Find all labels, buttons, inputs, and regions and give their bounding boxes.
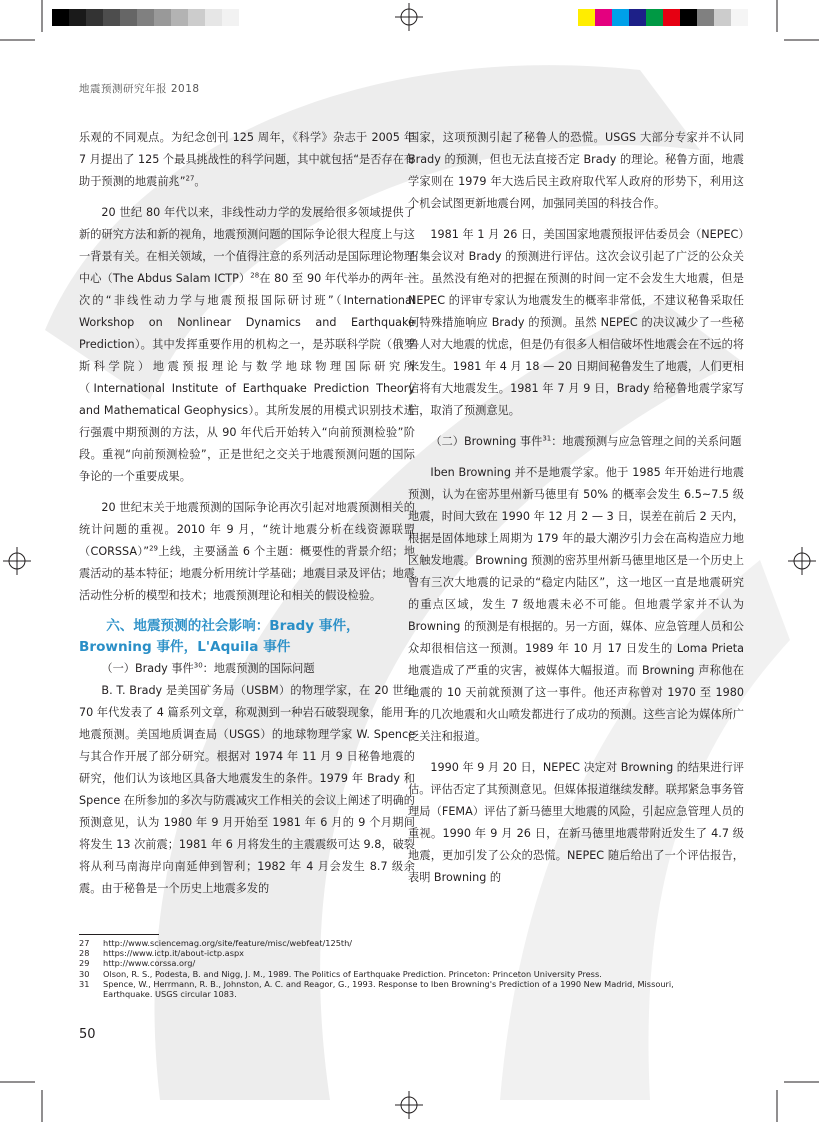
gray-calibration-strip [52,9,239,26]
paragraph: 1990 年 9 月 20 日，NEPEC 决定对 Browning 的结果进行评估。评估否定了其预测意见。但媒体报道继续发酵。联邦紧急事务管理局（FEMA）评估了新马德里大地震的风险，引起应急管理人员的重视。1990 年 9 月 26 日，在新马德里地震带附近发生了 4.7 级地震，更加引发了公众的恐慌。NEPEC 随后给出了一个评估报告，表明 Browning 的 [408,761,744,884]
paragraph: 20 世纪 80 年代以来，非线性动力学的发展给很多领域提供了新的研究方法和新的视角，地震预测问题的国际争论很大程度上与这一背景有关。在相关领域，一个值得注意的系列活动是国际理论物理中心（The Abdus Salam ICTP）$^{28}$在 80 至 90 年代举办的两年一次的“非线性动力学与地震预报国际研讨班”（International Workshop on Nonlinear Dynamics and Earthquake Prediction）。其中发挥重要作用的机构之一，是苏联科学院（俄罗斯科学院）地震预报理论与数学地球物理国际研究所（International Institute of Earthquake Prediction Theory and Mathematical Geophysics）。其所发展的用模式识别技术进行强震中期预测的方法，从 90 年代后开始转入“向前预测检验”阶段。重视“向前预测检验”，正是世纪之交关于地震预测问题的国际争论的一个重要成果。 [79,206,415,483]
running-header: 地震预测研究年报 2018 [79,83,200,95]
footnote-ref[interactable]: 28 [250,271,260,280]
footnote-link[interactable]: https://www.ictp.it/about-ictp.aspx [103,948,245,959]
subsection-heading: （二）Browning 事件$^{31}$：地震预测与应急管理之间的关系问题 [430,434,742,448]
footnote-ref[interactable]: 30 [193,661,203,670]
footnote: 31 Spence, W., Herrmann, R. B., Johnston, A. C. and Reagor, G., 1993. Response to Iben Browning's Prediction of a 1990 New Madrid, Missouri, Earthquake. USGS circular 1083. [79,978,674,1000]
color-swatch [103,9,120,26]
color-swatch [137,9,154,26]
footnote-ref[interactable]: 31 [542,434,552,443]
color-swatch [69,9,86,26]
color-swatch [86,9,103,26]
color-swatch [205,9,222,26]
paragraph: B. T. Brady 是美国矿务局（USBM）的物理学家，在 20 世纪 70 年代发表了 4 篇系列文章，称观测到一种岩石破裂现象，能用于地震预测。美国地质调查局（USGS）的地球物理学家 W. Spence 与其合作开展了部分研究。根据对 1974 年 11 月 9 日秘鲁地震的研究，他们认为该地区具备大地震发生的条件。1979 年 Brady 和 Spence 在所参加的多次与防震减灾工作相关的会议上阐述了明确的预测意见，认为 1980 年 9 月开始至 1981 年 6 月的 9 个月期间将发生 13 次前震；1981 年 6 月将发生的主震震级可达 9.8，破裂将从利马南海岸向南延伸到智利；1982 年 4 月会发生 8.7 级余震。由于秘鲁是一个历史上地震多发的 [79,684,415,895]
color-swatch [697,9,714,26]
color-swatch [578,9,595,26]
section-heading: 六、地震预测的社会影响：Brady 事件，Browning 事件，L'Aquila 事件 [79,618,360,655]
footnote-ref[interactable]: 29 [149,544,158,553]
color-swatch [222,9,239,26]
footnote: 30 Olson, R. S., Podesta, B. and Nigg, J. M., 1989. The Politics of Earthquake Prediction. Princeton: Princeton University Press. [79,968,602,979]
footnote-ref[interactable]: 27 [185,174,195,183]
paragraph: 国家，这项预测引起了秘鲁人的恐慌。USGS 大部分专家并不认同 Brady 的预测，但也无法直接否定 Brady 的理论。秘鲁方面，地震学家则在 1979 年大选后民主政府取代军人政府的形势下，利用这个机会试图更新地震台网，加强同美国的科技合作。 [408,131,744,210]
footnote-rule [79,934,159,935]
footnote: 28 https://www.ictp.it/about-ictp.aspx [79,948,721,958]
color-swatch [629,9,646,26]
footnote-link[interactable]: http://www.sciencemag.org/site/feature/misc/webfeat/125th/ [103,938,353,948]
paragraph: 1981 年 1 月 26 日，美国国家地震预报评估委员会（NEPEC）召集会议对 Brady 的预测进行评估。这次会议引起了广泛的公众关注。虽然没有绝对的把握在预测的时间一定不会发生大地震，但是 NEPEC 的评审专家认为地震发生的概率非常低，不建议秘鲁采取任何特殊措施响应 Brady 的预测。虽然 NEPEC 的决议减少了一些秘鲁人对大地震的忧虑，但是仍有很多人相信破坏性地震会在不远的将来发生。1981 年 4 月 18 — 20 日期间秘鲁发生了地震，人们更相信将有大地震发生。1981 年 7 月 9 日，Brady 给秘鲁地震学家写信，取消了预测意见。 [408,228,744,417]
color-swatch [154,9,171,26]
footnote-link[interactable]: http://www.corssa.org/ [103,958,196,969]
footnotes [79,938,721,999]
color-swatch [595,9,612,26]
paragraph: 20 世纪末关于地震预测的国际争论再次引起对地震预测相关的统计问题的重视。2010 年 9 月，“统计地震分析在线资源联盟（CORSSA）”$^{29}$上线，主要涵盖 6 个主题：概要性的背景介绍；地震活动的基本特征；地震分析用统计学基础；地震目录及评估；地震活动性分析的模型和技术；地震预测理论和相关的假设检验。 [79,501,416,602]
subsection-heading: （一）Brady 事件$^{30}$：地震预测的国际问题 [101,661,315,675]
color-swatch [714,9,731,26]
paragraph: 乐观的不同观点。为纪念创刊 125 周年，《科学》杂志于 2005 年 7 月提出了 125 个最具挑战性的科学问题，其中就包括“是否存在有助于预测的地震前兆”$^{27}$。 [79,131,415,188]
color-swatch [731,9,748,26]
color-swatch [52,9,69,26]
left-column [79,127,415,900]
color-swatch [646,9,663,26]
color-swatch [612,9,629,26]
right-column [408,127,744,889]
color-swatch [680,9,697,26]
footnote: 29 http://www.corssa.org/ [79,958,721,968]
color-swatch [171,9,188,26]
paragraph: Iben Browning 并不是地震学家。他于 1985 年开始进行地震预测，认为在密苏里州新马德里有 50% 的概率会发生 6.5~7.5 级地震，时间大致在 1990 年 12 月 2 — 3 日，误差在前后 2 天内，根据是固体地球上周期为 179 年的最大潮汐引力会在高构造应力地区触发地震。Browning 预测的密苏里州新马德里地区是一个历史上曾有三次大地震的记录的“稳定内陆区”，这一地区一直是地震研究的重点区域，发生 7 级地震未必不可能。但地震学家并不认为 Browning 的预测是有根据的。另一方面，媒体、应急管理人员和公众却很相信这一预测。1989 年 10 月 17 日发生的 Loma Prieta 地震造成了严重的灾害，被媒体大幅报道。而 Browning 声称他在地震的 10 天前就预测了这一事件。他还声称曾对 1970 至 1980 年的几次地震和火山喷发都进行了成功的预测。这些言论为媒体所广泛关注和报道。 [408,466,744,743]
page-number: 50 [79,1027,96,1042]
footnote: 27 http://www.sciencemag.org/site/feature/misc/webfeat/125th/ [79,938,721,948]
color-calibration-strip [578,9,748,26]
color-swatch [120,9,137,26]
color-swatch [663,9,680,26]
color-swatch [188,9,205,26]
